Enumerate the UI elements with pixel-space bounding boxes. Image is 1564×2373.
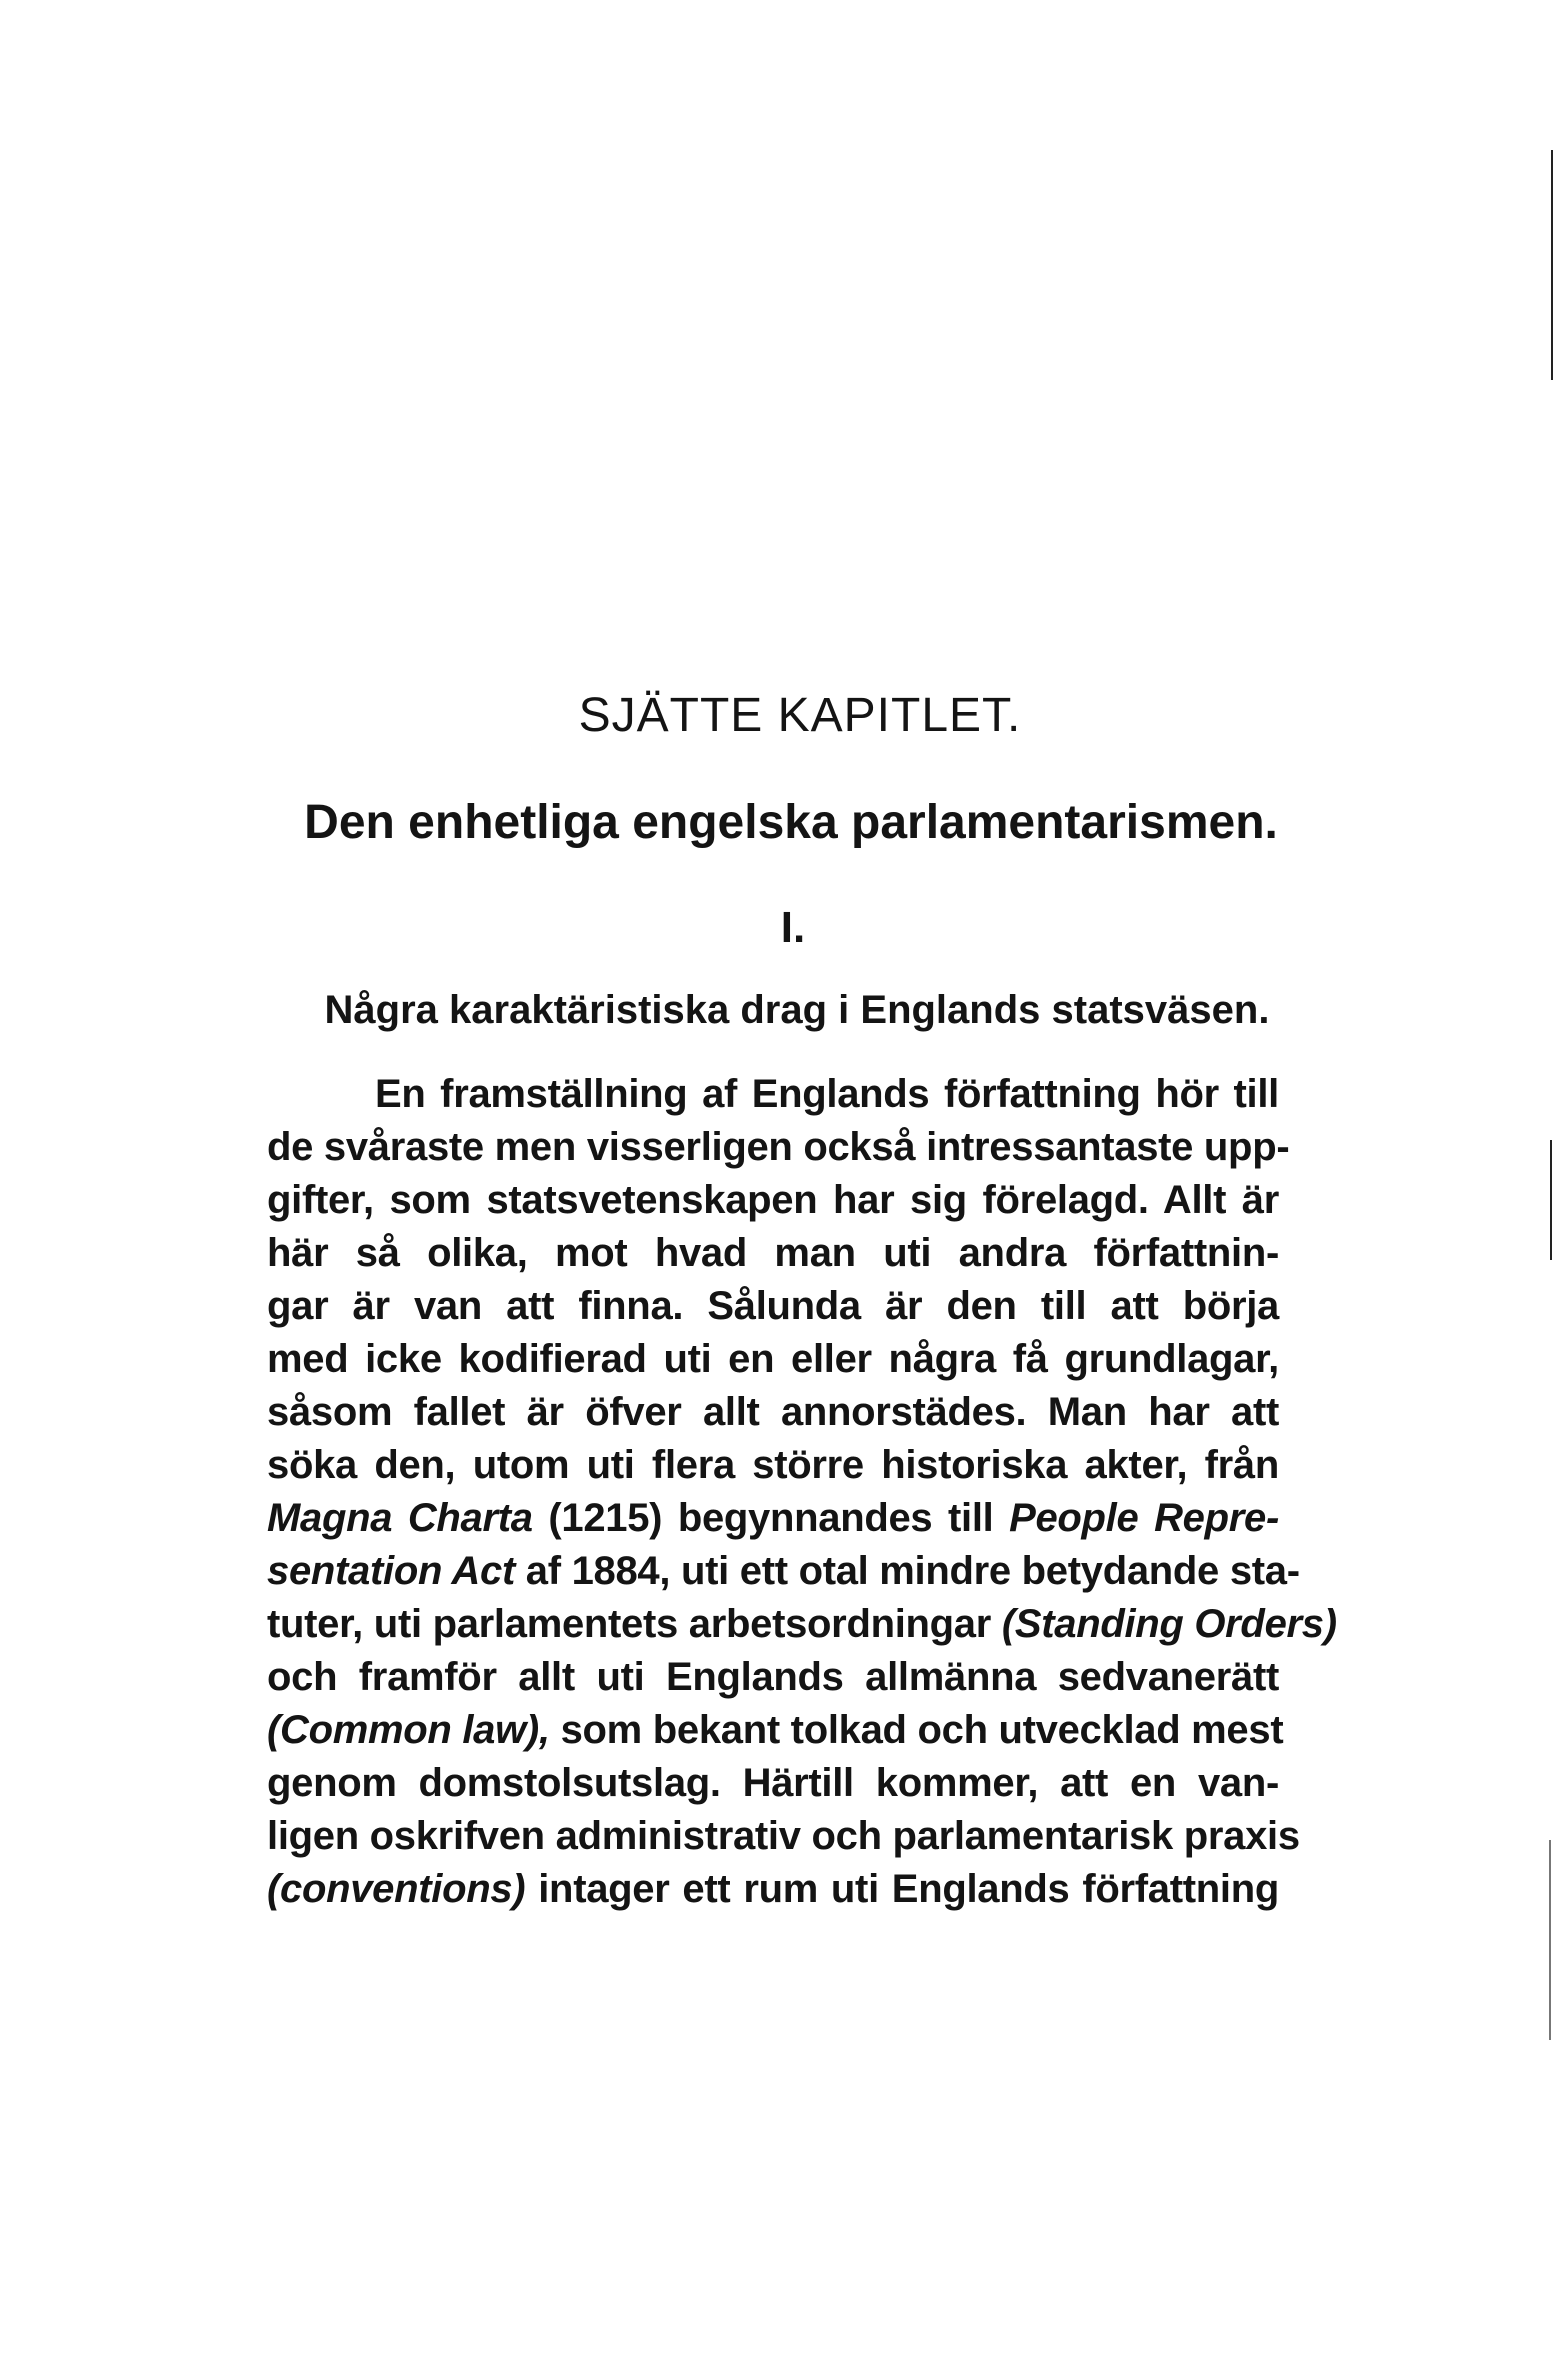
text-line <box>267 1545 1300 1598</box>
text-line <box>267 1280 1279 1333</box>
text-line <box>267 1810 1300 1863</box>
text-segment: tuter, uti parlamentets arbetsordningar <box>267 1602 1002 1646</box>
scan-edge-line <box>1549 1840 1551 2040</box>
text-line <box>267 1863 1279 1916</box>
text-line <box>267 1439 1279 1492</box>
italic-text: sentation Act <box>267 1549 515 1593</box>
text-segment: af 1884, uti ett otal mindre betydande sta- <box>514 1549 1300 1593</box>
text-line <box>267 1492 1279 1545</box>
text-segment: intager ett rum uti Englands författning <box>525 1867 1279 1911</box>
section-heading: Några karaktäristiska drag i Englands statsväsen. <box>324 988 1270 1032</box>
text-segment: de svåraste men visserligen också intressantaste upp- <box>267 1125 1290 1169</box>
italic-text: (conventions) <box>267 1867 526 1911</box>
text-line <box>267 1651 1279 1704</box>
italic-text: (Common law), <box>267 1708 550 1752</box>
text-segment: här så olika, mot hvad man uti andra författnin- <box>267 1231 1279 1275</box>
body-paragraph <box>267 1068 1337 1916</box>
italic-text: People Repre- <box>1009 1496 1279 1540</box>
text-segment: söka den, utom uti flera större historiska akter, från <box>267 1443 1279 1487</box>
text-line <box>267 1121 1290 1174</box>
scan-edge-line <box>1550 1140 1552 1260</box>
italic-text: (Standing Orders) <box>1001 1602 1337 1646</box>
italic-text: Magna Charta <box>267 1496 533 1540</box>
text-line <box>267 1333 1279 1386</box>
text-segment: En framställning af Englands författning hör till <box>375 1072 1279 1116</box>
text-line <box>267 1704 1284 1757</box>
text-segment: genom domstolsutslag. Härtill kommer, att en van- <box>267 1761 1279 1805</box>
text-segment: och framför allt uti Englands allmänna sedvanerätt <box>267 1655 1279 1699</box>
section-number: I. <box>780 903 806 952</box>
text-segment: (1215) begynnandes till <box>532 1496 1010 1540</box>
scan-edge-line <box>1551 150 1553 380</box>
text-segment: med icke kodifierad uti en eller några få grundlagar, <box>267 1337 1279 1381</box>
text-line <box>267 1757 1279 1810</box>
text-segment: gifter, som statsvetenskapen har sig förelagd. Allt är <box>267 1178 1279 1222</box>
main-heading: Den enhetliga engelska parlamentarismen. <box>304 796 1278 849</box>
text-line <box>267 1068 1279 1121</box>
text-line <box>267 1174 1279 1227</box>
text-segment: gar är van att finna. Sålunda är den till att börja <box>267 1284 1279 1328</box>
text-segment: såsom fallet är öfver allt annorstädes. Man har att <box>267 1390 1279 1434</box>
text-segment: som bekant tolkad och utvecklad mest <box>549 1708 1284 1752</box>
text-segment: ligen oskrifven administrativ och parlamentarisk praxis <box>267 1814 1300 1858</box>
chapter-title: SJÄTTE KAPITLET. <box>578 689 1022 742</box>
text-line <box>267 1386 1279 1439</box>
text-line <box>267 1598 1337 1651</box>
text-line <box>267 1227 1279 1280</box>
